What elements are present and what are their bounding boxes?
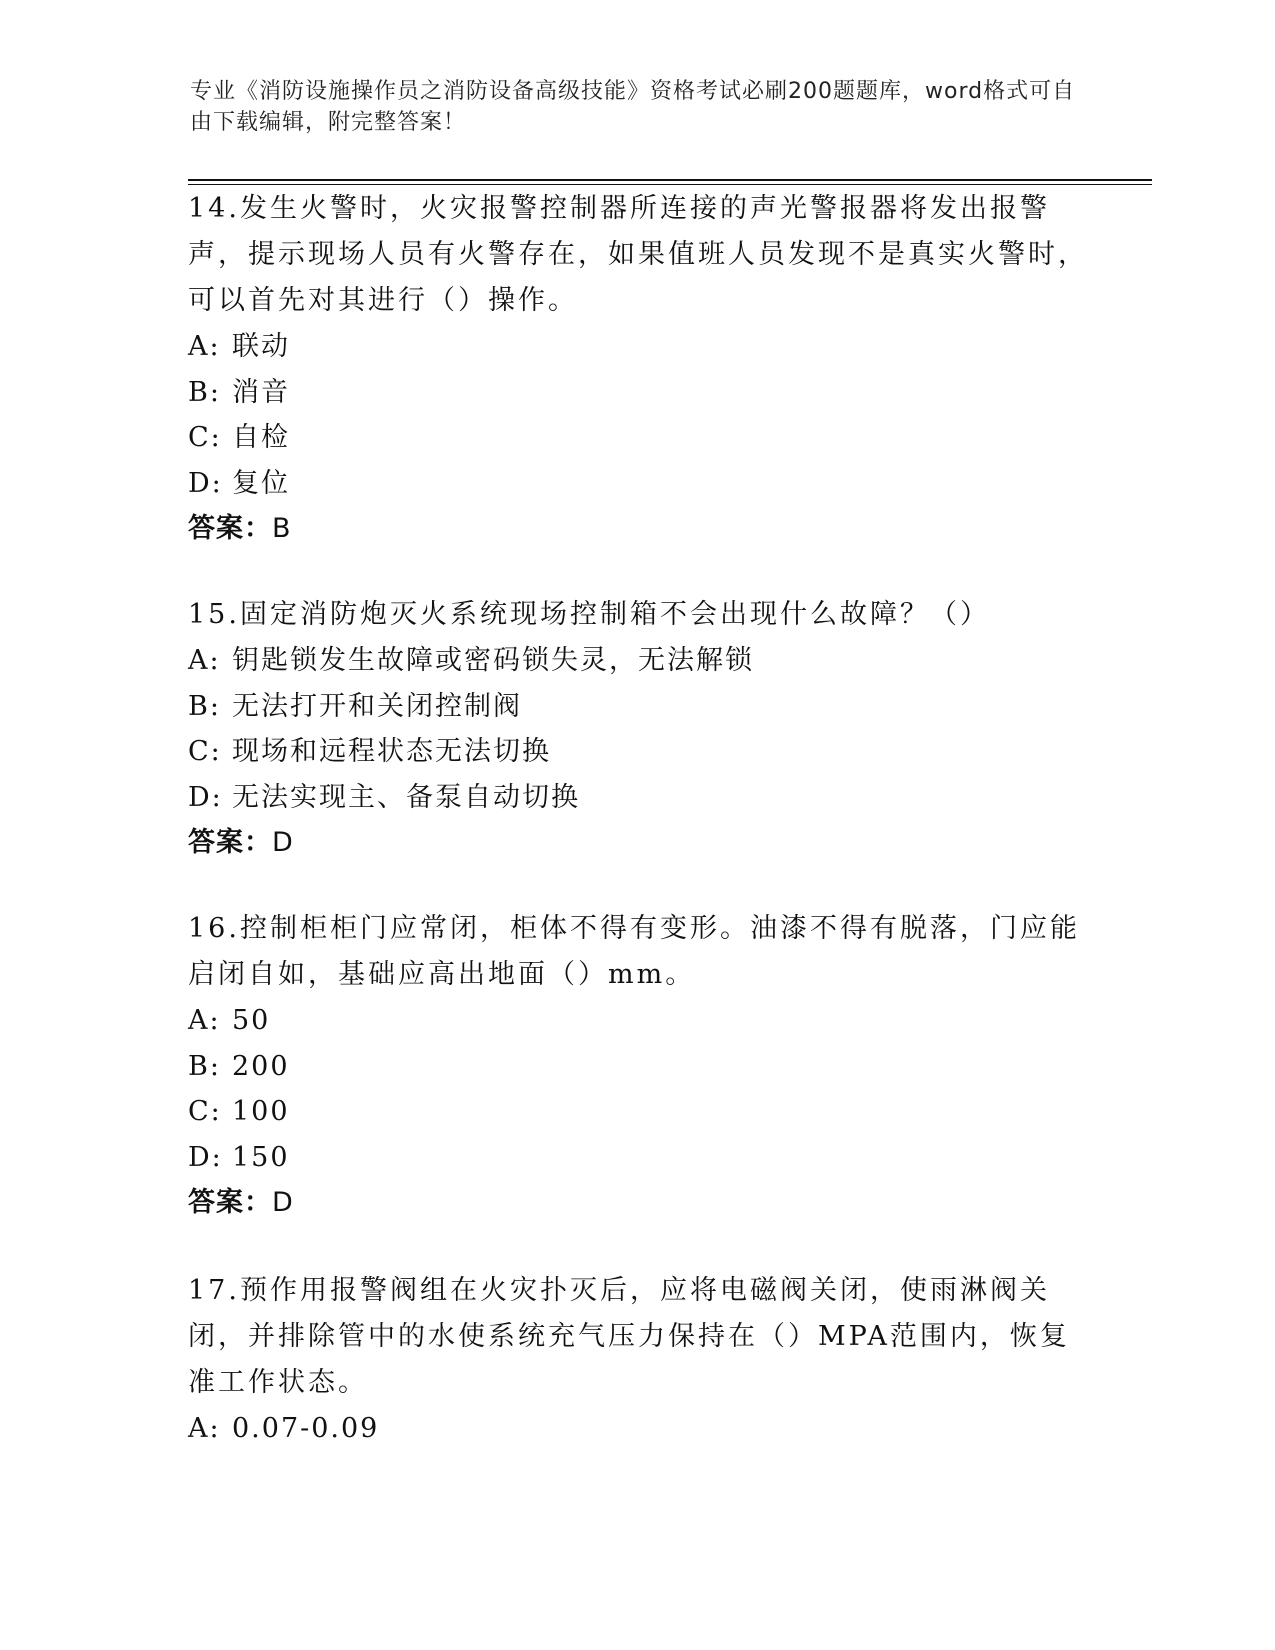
answer-value: D bbox=[272, 827, 294, 858]
option-label: D: bbox=[188, 781, 223, 813]
option-d bbox=[188, 1135, 1088, 1181]
option-text: 150 bbox=[232, 1141, 290, 1173]
option-a bbox=[188, 1406, 1088, 1452]
option-label: B: bbox=[188, 1050, 221, 1082]
question-14 bbox=[188, 186, 1088, 552]
option-label: D: bbox=[188, 1141, 223, 1173]
option-c bbox=[188, 729, 1088, 775]
option-label: A: bbox=[188, 645, 221, 676]
option-text: 无法打开和关闭控制阀 bbox=[232, 690, 522, 722]
header-divider-thick bbox=[188, 179, 1152, 181]
answer-label: 答案： bbox=[188, 827, 272, 858]
question-15 bbox=[188, 592, 1088, 866]
option-a bbox=[188, 998, 1088, 1044]
question-stem: 16.控制柜柜门应常闭，柜体不得有变形。油漆不得有脱落，门应能启闭自如，基础应高出地面（）mm。 bbox=[188, 913, 1080, 990]
option-label: A: bbox=[188, 331, 221, 362]
option-text: 无法实现主、备泵自动切换 bbox=[232, 781, 580, 813]
answer-value: B bbox=[272, 513, 292, 544]
option-text: 50 bbox=[232, 1005, 271, 1036]
option-text: 钥匙锁发生故障或密码锁失灵，无法解锁 bbox=[232, 645, 754, 676]
option-d bbox=[188, 775, 1088, 821]
document-header: 专业《消防设施操作员之消防设备高级技能》资格考试必刷200题题库，word格式可自由下载编辑，附完整答案！ bbox=[190, 79, 1076, 135]
answer-label: 答案： bbox=[188, 513, 272, 544]
option-b bbox=[188, 1044, 1088, 1090]
option-label: B: bbox=[188, 376, 221, 408]
option-c bbox=[188, 415, 1088, 461]
option-label: A: bbox=[188, 1005, 221, 1036]
answer-line bbox=[188, 1180, 1088, 1226]
question-stem: 17.预作用报警阀组在火灾扑灭后，应将电磁阀关闭，使雨淋阀关闭，并排除管中的水使系统充气压力保持在（）MPA范围内，恢复准工作状态。 bbox=[188, 1275, 1070, 1398]
option-label: C: bbox=[188, 422, 222, 453]
option-text: 200 bbox=[232, 1050, 290, 1082]
option-label: B: bbox=[188, 690, 221, 722]
option-c bbox=[188, 1089, 1088, 1135]
option-text: 现场和远程状态无法切换 bbox=[232, 736, 551, 767]
option-label: C: bbox=[188, 1096, 222, 1127]
option-b bbox=[188, 684, 1088, 730]
question-stem: 15.固定消防炮灭火系统现场控制箱不会出现什么故障？（） bbox=[188, 599, 990, 630]
option-d bbox=[188, 461, 1088, 507]
option-a bbox=[188, 638, 1088, 684]
option-text: 联动 bbox=[232, 331, 290, 362]
option-label: D: bbox=[188, 467, 223, 499]
answer-line bbox=[188, 506, 1088, 552]
answer-line bbox=[188, 820, 1088, 866]
option-a bbox=[188, 324, 1088, 370]
option-text: 0.07-0.09 bbox=[232, 1413, 380, 1444]
option-text: 100 bbox=[232, 1096, 290, 1127]
question-16 bbox=[188, 906, 1088, 1226]
option-text: 自检 bbox=[232, 422, 290, 453]
option-b bbox=[188, 370, 1088, 416]
question-17 bbox=[188, 1268, 1088, 1452]
header-divider-thin bbox=[188, 184, 1152, 185]
option-label: A: bbox=[188, 1413, 221, 1444]
question-stem: 14.发生火警时，火灾报警控制器所连接的声光警报器将发出报警声，提示现场人员有火警存在，如果值班人员发现不是真实火警时，可以首先对其进行（）操作。 bbox=[188, 193, 1088, 316]
answer-label: 答案： bbox=[188, 1187, 272, 1218]
option-label: C: bbox=[188, 736, 222, 767]
option-text: 复位 bbox=[232, 467, 290, 499]
answer-value: D bbox=[272, 1187, 294, 1218]
option-text: 消音 bbox=[232, 376, 290, 408]
